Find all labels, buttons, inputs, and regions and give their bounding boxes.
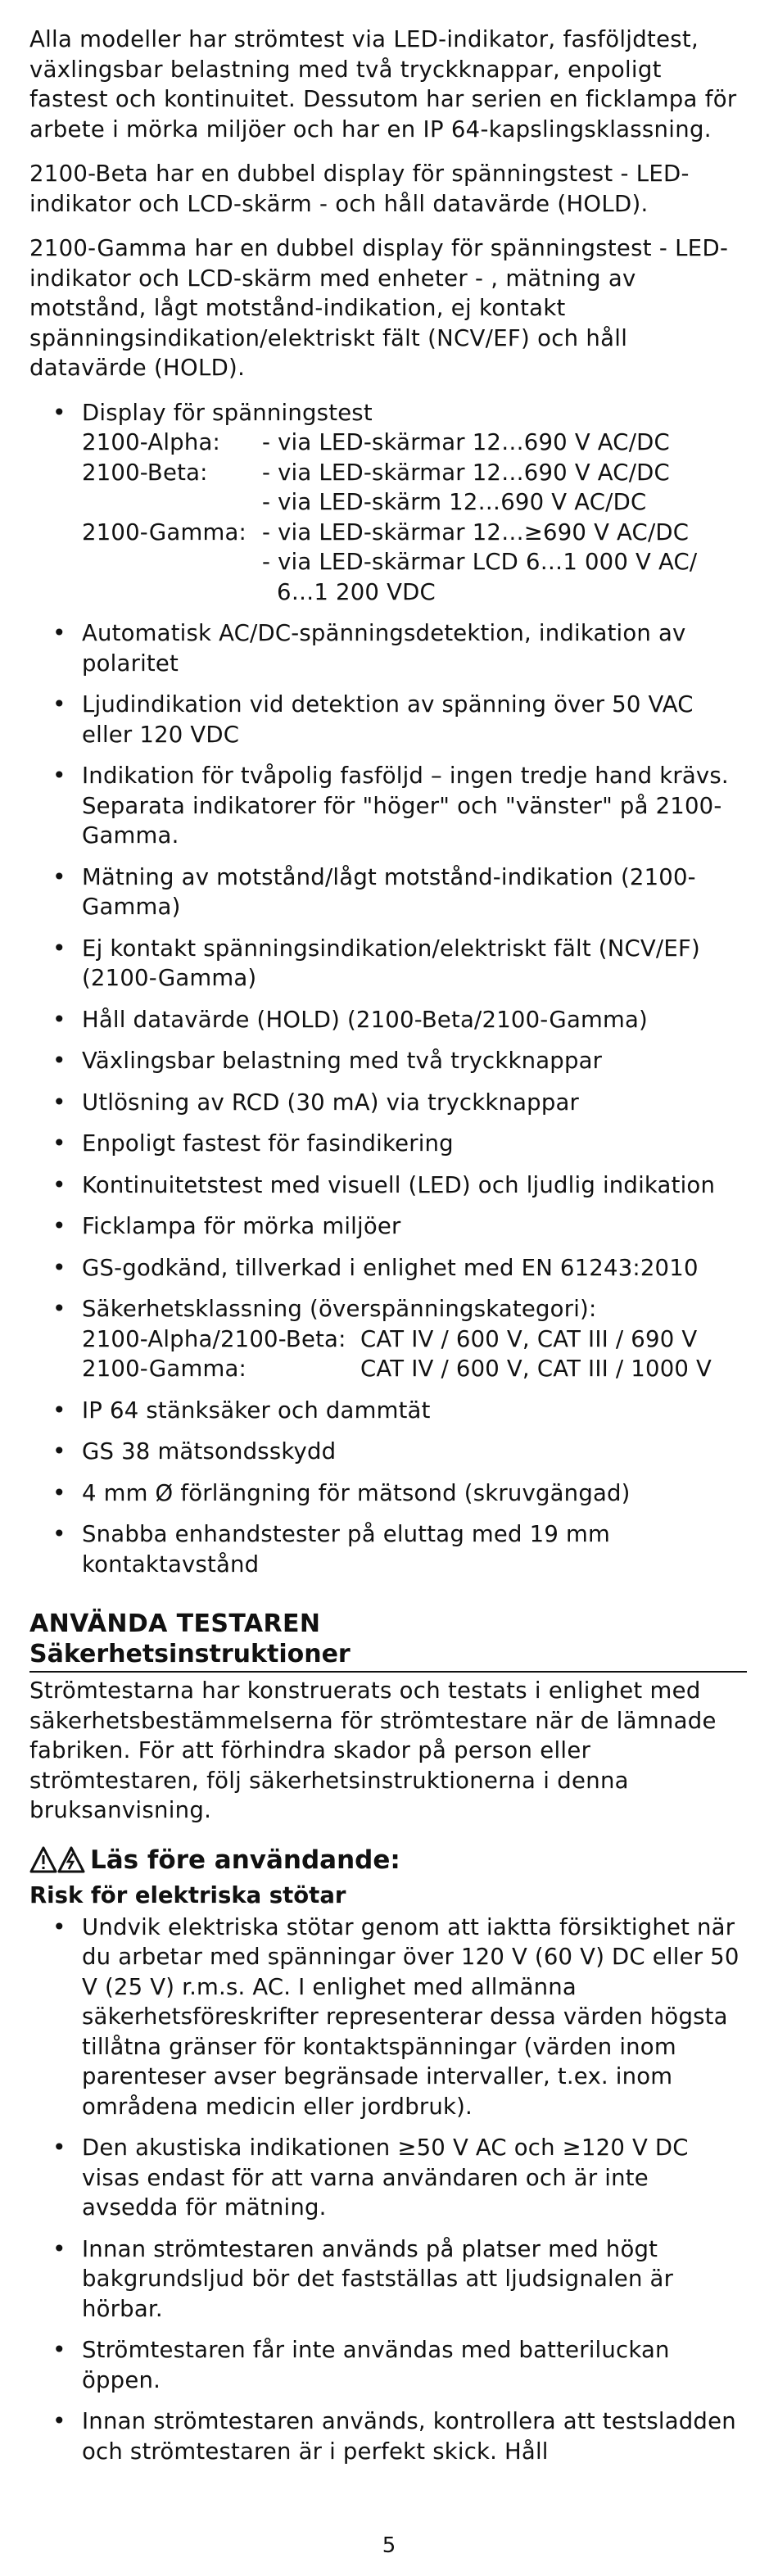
safety-class-value: CAT IV / 600 V, CAT III / 1000 V bbox=[360, 1356, 712, 1382]
safety-class-table bbox=[82, 1324, 747, 1384]
warning-triangle-icon bbox=[29, 1846, 87, 1874]
display-value: - via LED-skärmar 12…690 V AC/DC bbox=[262, 429, 670, 455]
list-item: • Automatisk AC/DC-spänningsdetektion, indikation av polaritet bbox=[52, 618, 747, 678]
safety-class-value: CAT IV / 600 V, CAT III / 690 V bbox=[360, 1325, 698, 1352]
display-title: • Display för spänningstest bbox=[82, 399, 373, 426]
list-item: • IP 64 stänksäker och dammtät bbox=[52, 1396, 747, 1426]
display-model: 2100-Beta: bbox=[82, 459, 208, 486]
list-item: • Indikation för tvåpolig fasföljd – ingen tredje hand krävs. Separata indikatorer för "höger" och "vänster" på 2100-Gamma. bbox=[52, 761, 747, 851]
list-item: • Växlingsbar belastning med två tryckknappar bbox=[52, 1046, 747, 1076]
list-item-safety-class bbox=[52, 1294, 747, 1384]
display-model bbox=[82, 547, 262, 577]
feature-list bbox=[29, 398, 747, 1580]
display-model: 2100-Gamma: bbox=[82, 518, 247, 546]
list-item: • Ej kontakt spänningsindikation/elektriskt fält (NCV/EF) (2100-Gamma) bbox=[52, 934, 747, 994]
list-item: • Innan strömtestaren används på platser med högt bakgrundsljud bör det fastställas att ljudsignalen är hörbar. bbox=[52, 2234, 747, 2325]
list-item: • Snabba enhandstester på eluttag med 19 mm kontaktavstånd bbox=[52, 1519, 747, 1579]
safety-class-title: • Säkerhetsklassning (överspänningskategori): bbox=[82, 1296, 597, 1322]
list-item: • Mätning av motstånd/lågt motstånd-indikation (2100-Gamma) bbox=[52, 862, 747, 922]
list-item: • Innan strömtestaren används, kontrollera att testsladden och strömtestaren är i perfekt skick. Håll bbox=[52, 2406, 747, 2466]
display-value: - via LED-skärm 12…690 V AC/DC bbox=[262, 489, 647, 515]
warning-heading-text: Läs före användande: bbox=[90, 1845, 400, 1875]
display-value: - via LED-skärmar 12…690 V AC/DC bbox=[262, 459, 670, 486]
list-item: • Utlösning av RCD (30 mA) via tryckknappar bbox=[52, 1088, 747, 1118]
risk-list bbox=[29, 1913, 747, 2467]
risk-title: Risk för elektriska stötar bbox=[29, 1881, 346, 1908]
display-value: - via LED-skärmar 12…≥690 V AC/DC bbox=[262, 518, 690, 546]
display-model bbox=[82, 577, 262, 608]
display-value: 6…1 200 VDC bbox=[277, 578, 436, 605]
page-number: 5 bbox=[382, 2533, 396, 2558]
warning-heading bbox=[29, 1845, 747, 1875]
list-item: • 4 mm Ø förlängning för mätsond (skruvgängad) bbox=[52, 1478, 747, 1509]
list-item: • Undvik elektriska stötar genom att iaktta försiktighet när du arbetar med spänningar över 120 V (60 V) DC eller 50 V (25 V) r.m.s. AC. I enlighet med allmänna säkerhetsföreskrifter representerar dessa värden högsta tillåtna gränser för kontaktspänningar (värden inom parenteser avser begränsade intervaller, t.ex. inom områdena medicin eller jordbruk). bbox=[52, 1913, 747, 2122]
display-model: 2100-Alpha: bbox=[82, 429, 220, 455]
subsection-title: Säkerhetsinstruktioner bbox=[29, 1640, 747, 1673]
intro-paragraph: Alla modeller har strömtest via LED-indikator, fasföljdtest, växlingsbar belastning med två tryckknappar, enpoligt fastest och kontinuitet. Dessutom har serien en ficklampa för arbete i mörka miljöer och har en IP 64-kapslingsklassning. bbox=[29, 26, 737, 143]
safety-paragraph: Strömtestarna har konstruerats och testats i enlighet med säkerhetsbestämmelserna för strömtestare när de lämnade fabriken. För att förhindra skador på person eller strömtestaren, följ säkerhetsinstruktionerna i denna bruksanvisning. bbox=[29, 1677, 717, 1823]
list-item: • GS-godkänd, tillverkad i enlighet med EN 61243:2010 bbox=[52, 1253, 747, 1283]
display-table bbox=[82, 428, 747, 607]
safety-class-model: 2100-Alpha/2100-Beta: bbox=[82, 1325, 346, 1352]
list-item: • Ficklampa för mörka miljöer bbox=[52, 1211, 747, 1242]
list-item: • Håll datavärde (HOLD) (2100-Beta/2100-Gamma) bbox=[52, 1005, 747, 1035]
list-item: • GS 38 mätsondsskydd bbox=[52, 1437, 747, 1467]
beta-paragraph: 2100-Beta har en dubbel display för spänningstest - LED-indikator och LCD-skärm - och håll datavärde (HOLD). bbox=[29, 161, 690, 217]
document-page bbox=[29, 25, 747, 2478]
list-item: • Den akustiska indikationen ≥50 V AC och ≥120 V DC visas endast för att varna användaren och är inte avsedda för mätning. bbox=[52, 2133, 747, 2223]
list-item: • Ljudindikation vid detektion av spänning över 50 VAC eller 120 VDC bbox=[52, 690, 747, 749]
list-item: • Enpoligt fastest för fasindikering bbox=[52, 1129, 747, 1159]
list-item-display bbox=[52, 398, 747, 608]
safety-class-model: 2100-Gamma: bbox=[82, 1356, 247, 1382]
section-title: ANVÄNDA TESTAREN bbox=[29, 1609, 321, 1638]
display-value: - via LED-skärmar LCD 6…1 000 V AC/ bbox=[262, 549, 698, 575]
display-model bbox=[82, 487, 262, 518]
gamma-paragraph: 2100-Gamma har en dubbel display för spänningstest - LED-indikator och LCD-skärm med enheter - , mätning av motstånd, lågt motstånd-indikation, ej kontakt spänningsindikation/elektriskt fält (NCV/EF) och håll datavärde (HOLD). bbox=[29, 235, 729, 381]
list-item: • Strömtestaren får inte användas med batteriluckan öppen. bbox=[52, 2335, 747, 2395]
list-item: • Kontinuitetstest med visuell (LED) och ljudlig indikation bbox=[52, 1170, 747, 1201]
